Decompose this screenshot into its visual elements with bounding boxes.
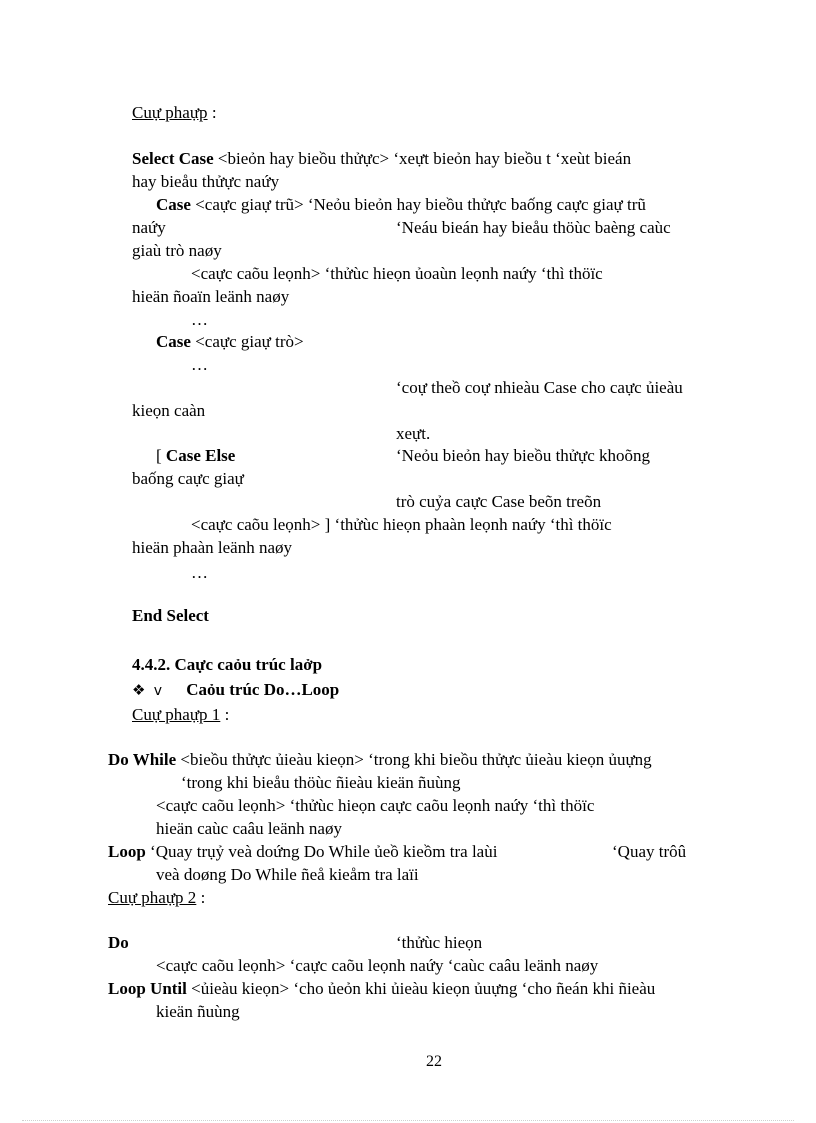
loop-until-cont: kieän ñuùng <box>156 1002 240 1021</box>
keyword-case-else: Case Else <box>165 446 236 465</box>
syntax-colon: : <box>220 705 230 724</box>
select-case-cont: hay bieåu thửực naứy <box>132 172 280 191</box>
loop-line <box>108 842 497 862</box>
case-line-2 <box>156 332 304 352</box>
keyword-case: Case <box>156 332 191 351</box>
diamond-bullet-icon: ❖ <box>132 681 146 699</box>
note-line-a: ‘coự theồ coự nhieàu Case cho caực ủieàu <box>396 378 683 397</box>
case-else-note-b: baống caực giaự <box>132 469 244 488</box>
case-cont-b: ‘Neáu bieán hay bieåu thöùc baèng caùc <box>396 218 671 237</box>
do-keyword-line: Do <box>108 933 129 952</box>
case-else-line <box>156 446 235 466</box>
ellipsis: … <box>191 310 208 329</box>
do-while-cont: ‘trong khi bieåu thöùc ñieàu kieän ñuùng <box>181 773 461 792</box>
do-until-statement: <caực caõu leọnh> ‘caực caõu leọnh naứy ‘caùc caâu leänh naøy <box>156 956 599 975</box>
case-line-1 <box>156 195 646 215</box>
do-while-statement: <caực caõu leọnh> ‘thửùc hieọn caực caõu leọnh naứy ‘thì thöïc <box>156 796 595 815</box>
keyword-select-case: Select Case <box>132 149 214 168</box>
statement-line-2: <caực caõu leọnh> ] ‘thửùc hieọn phaàn leọnh naứy ‘thì thöïc <box>191 515 612 534</box>
end-select: End Select <box>132 606 209 625</box>
case-else-note-c: trò cuỷa caực Case beõn treõn <box>396 492 602 511</box>
note-line-c: xeựt. <box>396 424 431 443</box>
note-line-b: kieọn caàn <box>132 401 206 420</box>
syntax-label-select <box>132 103 217 123</box>
syntax-label-text: Cuự phaựp 1 <box>132 705 221 724</box>
loop-until-text: <ủieàu kieọn> ‘cho ủeỏn khi ủieàu kieọn ủuựng ‘cho ñeán khi ñieàu <box>186 979 656 998</box>
case-line-2-text: <caực giaự trò> <box>190 332 304 351</box>
syntax-colon: : <box>207 103 217 122</box>
keyword-loop-until: Loop Until <box>108 979 187 998</box>
ellipsis: … <box>191 355 208 374</box>
syntax-colon: : <box>196 888 206 907</box>
case-cont-c: giaù trò naøy <box>132 241 222 260</box>
do-while-text: <bieồu thửực ủieàu kieọn> ‘trong khi bieồu thửực ủieàu kieọn ủuựng <box>176 750 652 769</box>
keyword-loop: Loop <box>108 842 146 861</box>
page-number: 22 <box>426 1053 442 1070</box>
loop-cont: veà doøng Do While ñeå kieåm tra laïi <box>156 865 419 884</box>
case-else-note: ‘Neỏu bieỏn hay bieồu thửực khoõng <box>396 446 651 465</box>
select-case-line <box>132 149 631 169</box>
syntax-label-text: Cuự phaựp 2 <box>108 888 197 907</box>
case-cont-a: naứy <box>132 218 166 237</box>
syntax-label-text: Cuự phaựp <box>132 103 208 122</box>
syntax-label-1 <box>132 705 229 725</box>
bracket-open: [ <box>156 446 166 465</box>
do-note: ‘thửùc hieọn <box>396 933 483 952</box>
subsection-title: Caỏu trúc Do…Loop <box>186 680 340 699</box>
bullet-letter: v <box>153 683 162 699</box>
do-while-statement-cont: hieän caùc caâu leänh naøy <box>156 819 342 838</box>
keyword-do-while: Do While <box>108 750 177 769</box>
statement-line-2-cont: hieän phaàn leänh naøy <box>132 538 293 557</box>
loop-until-line <box>108 979 655 999</box>
select-case-text: <bieỏn hay bieồu thửực> ‘xeựt bieỏn hay bieồu t ‘xeùt bieán <box>213 149 632 168</box>
loop-text: ‘Quay trụỷ veà doứng Do While ủeồ kieồm tra laùi <box>145 842 498 861</box>
statement-line-1: <caực caõu leọnh> ‘thửùc hieọn ủoaùn leọnh naứy ‘thì thöïc <box>191 264 603 283</box>
syntax-label-2 <box>108 888 205 908</box>
bullet-line <box>132 680 339 701</box>
page-bottom-divider <box>22 1120 794 1121</box>
keyword-case: Case <box>156 195 191 214</box>
statement-line-1-cont: hieän ñoaïn leänh naøy <box>132 287 290 306</box>
section-heading: 4.4.2. Caực caỏu trúc laởp <box>132 655 323 674</box>
case-line-1-text: <caực giaự trũ> ‘Neỏu bieỏn hay bieồu thửực baống caực giaự trũ <box>190 195 646 214</box>
do-while-line <box>108 750 652 770</box>
ellipsis: … <box>191 563 208 582</box>
loop-right-note: ‘Quay trôû <box>612 842 687 861</box>
